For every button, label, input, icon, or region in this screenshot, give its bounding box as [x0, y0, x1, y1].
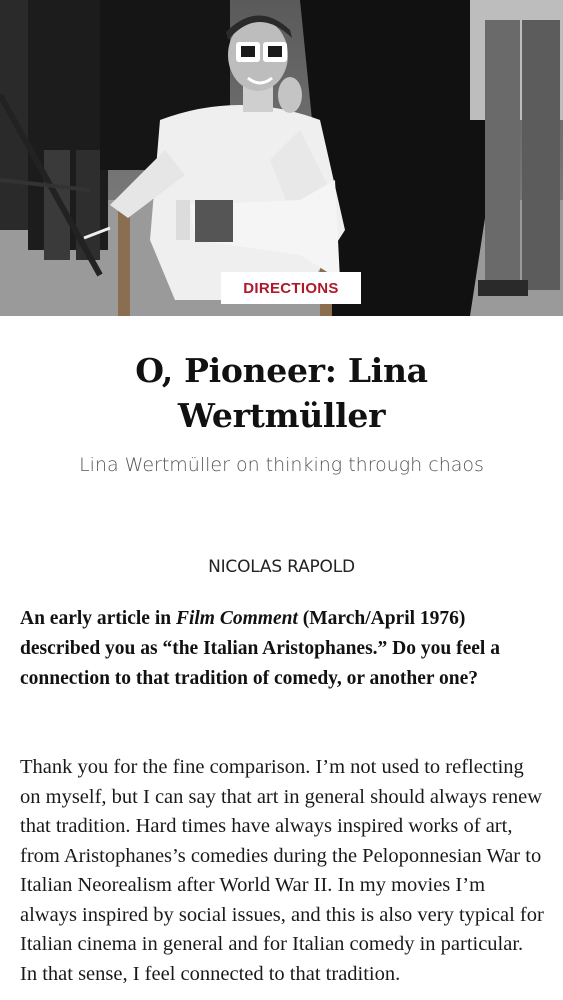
author-byline[interactable]: NICOLAS RAPOLD: [208, 557, 355, 577]
interview-answer: Thank you for the fine comparison. I’m not used to reflecting on myself, but I can say that art in general should always renew that tradition. Hard times have always inspired works of art, from Aristophanes’s comedies during the Peloponnesian War to Italian Neorealism after World War II. In my movies I’m always inspired by social issues, and this is also very typical for Italian cinema in general and for Italian comedy in particular. In that sense, I feel connected to that tradition.: [20, 756, 544, 985]
publication-name: Film Comment: [175, 608, 298, 629]
hero-photo: [0, 0, 563, 316]
category-badge[interactable]: DIRECTIONS: [221, 272, 361, 304]
question-text-start: An early article in: [20, 608, 176, 629]
interview-question: [20, 604, 545, 694]
article-title: O, Pioneer: Lina Wertmüller: [135, 351, 428, 435]
article-subtitle: Lina Wertmüller on thinking through chaos: [79, 454, 484, 476]
question-text-end: (March/April 1976) described you as “the Italian Aristophanes.” Do you feel a connection to that tradition of comedy, or another one?: [20, 608, 500, 689]
